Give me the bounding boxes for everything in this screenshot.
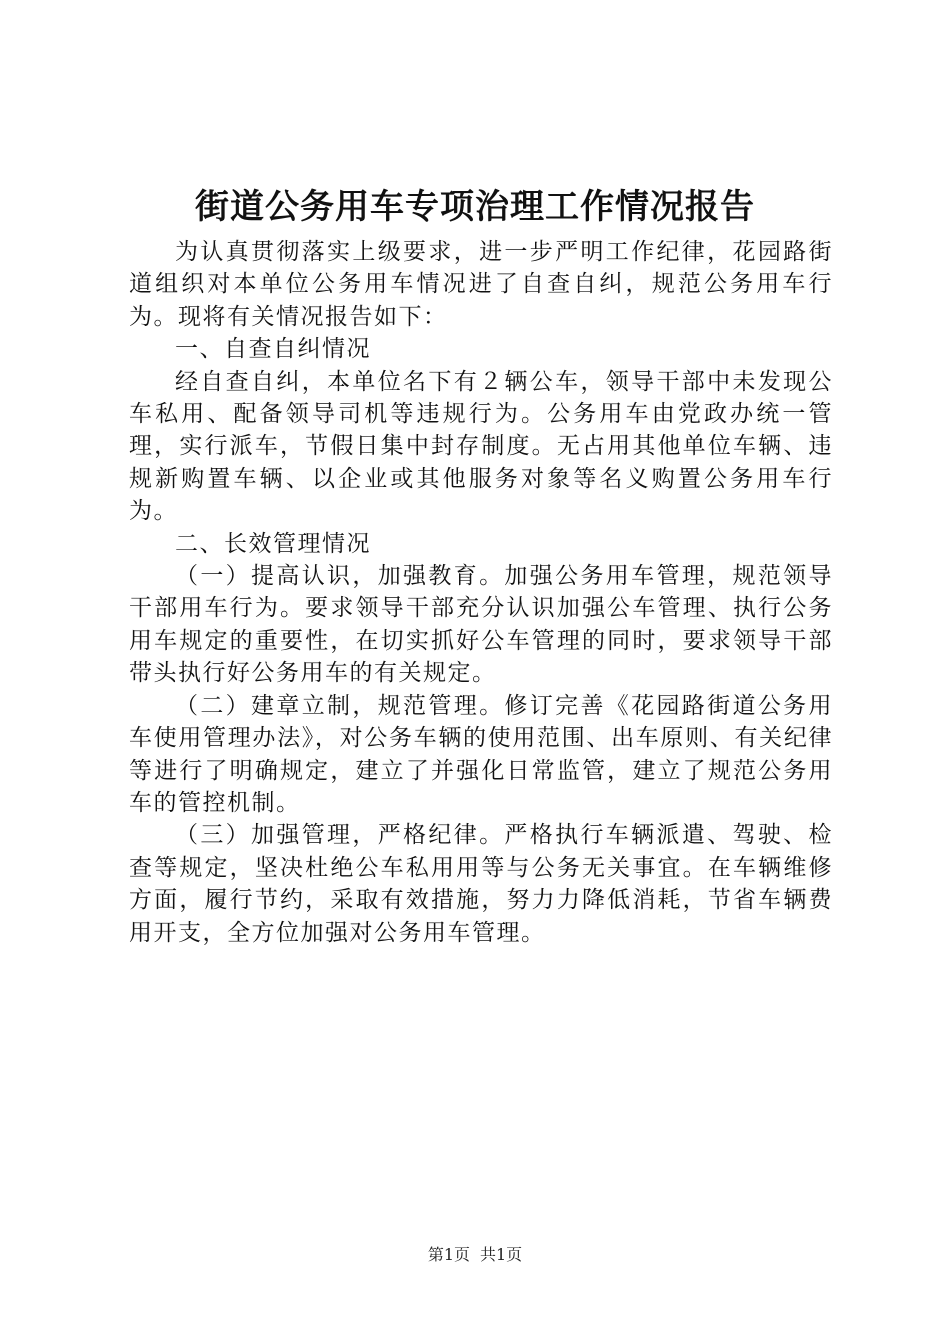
page-footer <box>0 1243 950 1267</box>
document-body <box>129 236 833 949</box>
self-check-paragraph: 经自查自纠，本单位名下有２辆公车，领导干部中未发现公车私用、配备领导司机等违规行为。公务用车由党政办统一管理，实行派车，节假日集中封存制度。无占用其他单位车辆、违规新购置车辆、以企业或其他服务对象等名义购置公务用车行为。 <box>129 368 833 525</box>
page-number: 第1页 <box>427 1245 470 1264</box>
measure-paragraph-3: （三）加强管理，严格纪律。严格执行车辆派遣、驾驶、检查等规定，坚决杜绝公车私用用等与公务无关事宜。在车辆维修方面，履行节约，采取有效措施，努力力降低消耗，节省车辆费用开支，全方位加强对公务用车管理。 <box>129 822 833 946</box>
intro-paragraph: 为认真贯彻落实上级要求，进一步严明工作纪律，花园路街道组织对本单位公务用车情况进了自查自纠，规范公务用车行为。现将有关情况报告如下： <box>129 239 833 330</box>
measure-paragraph-1: （一）提高认识，加强教育。加强公务用车管理，规范领导干部用车行为。要求领导干部充分认识加强公车管理、执行公务用车规定的重要性，在切实抓好公车管理的同时，要求领导干部带头执行好公务用车的有关规定。 <box>129 563 833 687</box>
page-total: 共1页 <box>480 1245 523 1264</box>
document-title: 街道公务用车专项治理工作情况报告 <box>195 187 755 227</box>
section-heading-self-check: 一、自查自纠情况 <box>175 336 371 363</box>
measure-paragraph-2: （二）建章立制，规范管理。修订完善《花园路街道公务用车使用管理办法》，对公务车辆的使用范围、出车原则、有关纪律等进行了明确规定，建立了并强化日常监管，建立了规范公务用车的管控机制。 <box>129 692 833 816</box>
section-heading-long-term: 二、长效管理情况 <box>175 530 371 557</box>
